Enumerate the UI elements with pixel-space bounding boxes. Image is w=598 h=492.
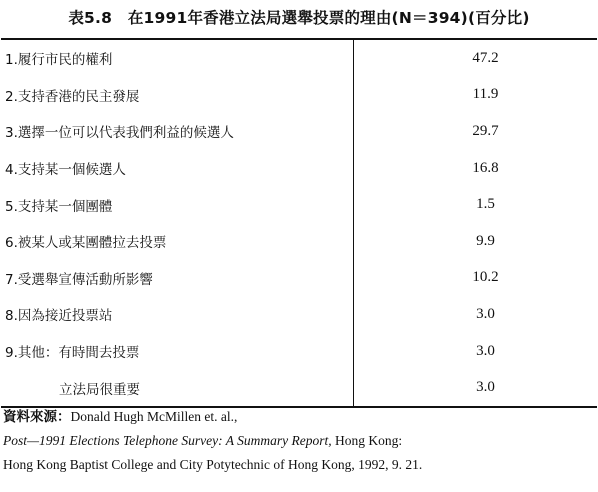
row-label: 2.支持香港的民主發展 [1, 77, 354, 114]
table-row [1, 39, 597, 77]
row-value: 3.0 [476, 305, 495, 322]
row-value: 3.0 [476, 342, 495, 359]
row-value: 16.8 [472, 159, 499, 176]
table-row [1, 333, 597, 370]
row-label: 9.其他：有時間去投票 [1, 333, 354, 370]
row-label: 6.被某人或某團體拉去投票 [1, 223, 354, 260]
table-title: 表5.8 在1991年香港立法局選舉投票的理由(N＝394)(百分比) [68, 9, 530, 27]
row-value: 11.9 [472, 86, 499, 103]
row-label: 8.因為接近投票站 [1, 296, 354, 333]
source-authors: Donald Hugh McMillen et. al., [70, 409, 238, 424]
table-row [1, 223, 597, 260]
table-row [1, 77, 597, 114]
row-label: 7.受選舉宣傳活動所影響 [1, 260, 354, 297]
source-line-2 [3, 429, 597, 453]
table-row [1, 369, 597, 407]
table-row [1, 260, 597, 297]
row-value: 47.2 [472, 49, 499, 66]
table-row [1, 186, 597, 223]
row-value: 3.0 [476, 379, 495, 396]
source-report-title: Post—1991 Elections Telephone Survey: A Summary Report, [3, 433, 332, 448]
row-label: 3.選擇一位可以代表我們利益的候選人 [1, 113, 354, 150]
source-line-3: Hong Kong Baptist College and City Potytechnic of Hong Kong, 1992, 9. 21. [3, 457, 423, 472]
row-value: 1.5 [476, 196, 495, 213]
row-label: 4.支持某一個候選人 [1, 150, 354, 187]
table-row [1, 150, 597, 187]
row-label: 5.支持某一個團體 [1, 186, 354, 223]
row-label: 立法局很重要 [1, 369, 354, 407]
table-row [1, 113, 597, 150]
source-label: 資料來源： [3, 409, 71, 425]
source-place: Hong Kong: [331, 433, 403, 448]
row-value: 9.9 [476, 232, 495, 249]
row-value: 10.2 [472, 269, 499, 286]
source-line-1 [3, 405, 597, 429]
source-note [3, 405, 597, 477]
row-value: 29.7 [472, 122, 499, 139]
survey-table [1, 38, 597, 408]
row-label: 1.履行市民的權利 [1, 39, 354, 77]
table-row [1, 296, 597, 333]
